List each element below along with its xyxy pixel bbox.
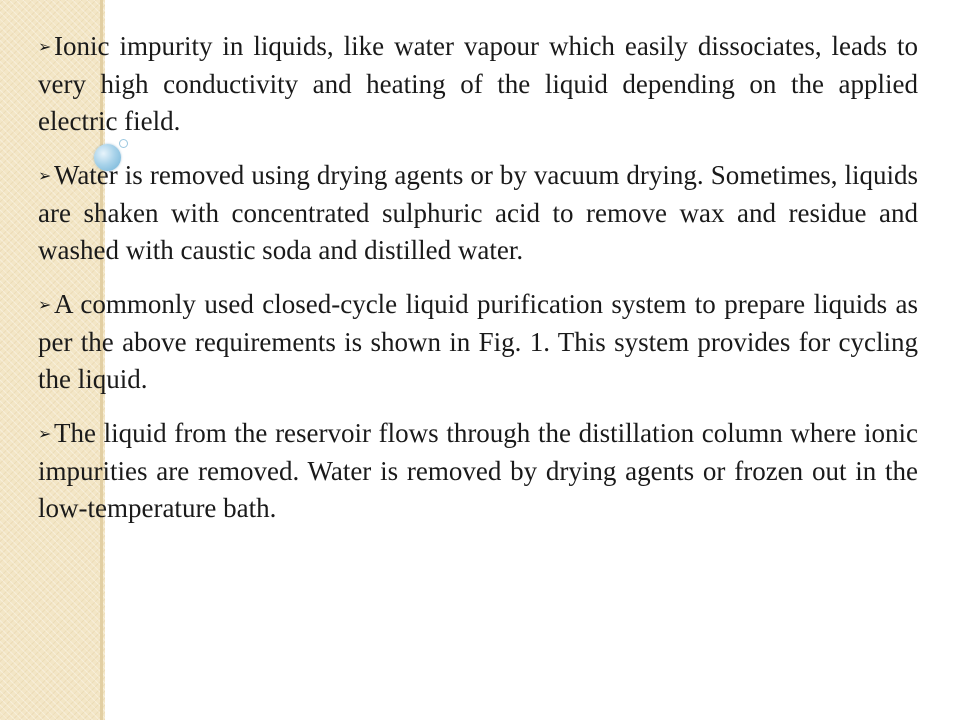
paragraph-text: The liquid from the reservoir flows through the distillation column where ionic impurities are removed. Water is removed by drying agents or frozen out in the low-temperature bath. (38, 418, 918, 523)
bullet-paragraph-4 (38, 415, 918, 527)
bullet-paragraph-1 (38, 28, 918, 140)
paragraph-text: Water is removed using drying agents or by vacuum drying. Sometimes, liquids are shaken with concentrated sulphuric acid to remove wax and residue and washed with caustic soda and distilled water. (38, 160, 918, 265)
arrow-bullet-icon: ➢ (38, 39, 52, 56)
bullet-paragraph-3 (38, 286, 918, 398)
arrow-bullet-icon: ➢ (38, 426, 52, 443)
paragraph-text: Ionic impurity in liquids, like water vapour which easily dissociates, leads to very high conductivity and heating of the liquid depending on the applied electric field. (38, 31, 918, 136)
arrow-bullet-icon: ➢ (38, 297, 52, 314)
paragraph-text: A commonly used closed-cycle liquid purification system to prepare liquids as per the above requirements is shown in Fig. 1. This system provides for cycling the liquid. (38, 289, 918, 394)
bullet-paragraph-2 (38, 157, 918, 269)
arrow-bullet-icon: ➢ (38, 168, 52, 185)
bullet-list (38, 28, 918, 544)
